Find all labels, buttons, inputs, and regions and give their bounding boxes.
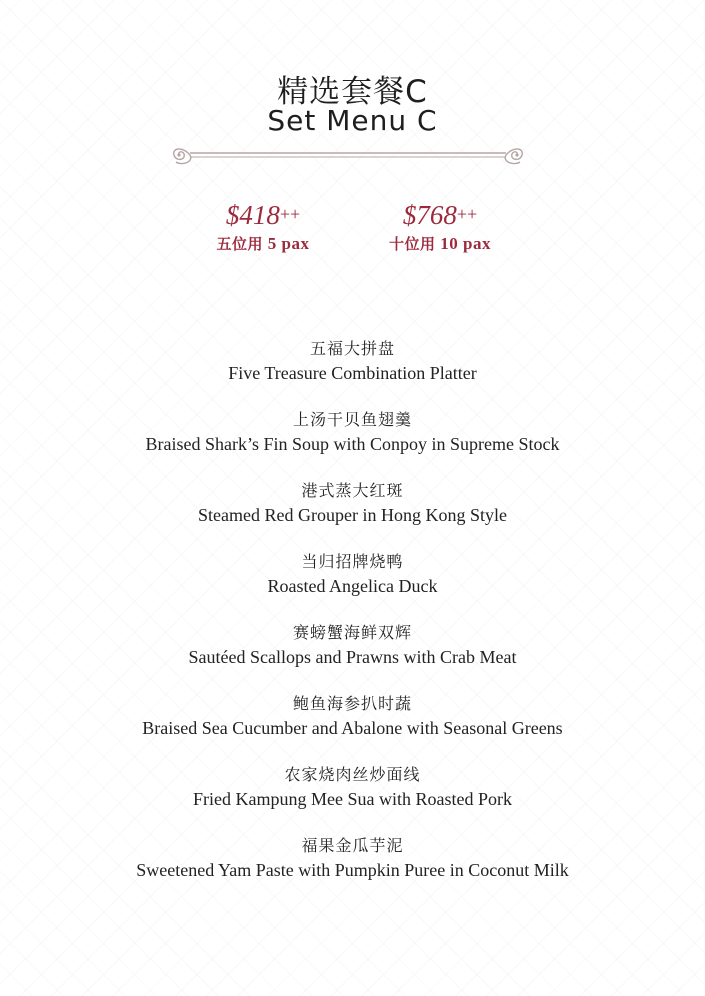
price-suffix: ++ <box>279 204 301 224</box>
price-10-pax <box>360 198 520 231</box>
price-suffix: ++ <box>456 204 478 224</box>
pax-label-10 <box>360 231 520 257</box>
dish-item <box>0 408 705 479</box>
price-option-5-pax <box>188 198 338 257</box>
dish-item <box>0 550 705 621</box>
dish-name-english: Sautéed Scallops and Prawns with Crab Meat <box>188 647 517 667</box>
pax-label-chinese: 五位用 <box>216 235 264 253</box>
pax-label-chinese: 十位用 <box>389 235 436 253</box>
dish-item <box>0 692 705 763</box>
dish-item <box>0 479 705 550</box>
dish-name-english: Five Treasure Combination Platter <box>228 363 477 383</box>
dish-name-english: Braised Shark’s Fin Soup with Conpoy in Supreme Stock <box>145 434 560 454</box>
dish-name-chinese: 上汤干贝鱼翅羹 <box>292 410 412 429</box>
dish-name-chinese: 福果金瓜芋泥 <box>301 836 404 855</box>
ornamental-divider <box>168 142 528 168</box>
pax-label-5 <box>188 231 338 257</box>
dish-name-chinese: 五福大拼盘 <box>309 339 395 358</box>
dish-name-english: Sweetened Yam Paste with Pumpkin Puree in Coconut Milk <box>136 860 569 880</box>
price-option-10-pax <box>360 198 520 257</box>
menu-title-english: Set Menu C <box>267 104 438 137</box>
dish-name-chinese: 鲍鱼海参扒时蔬 <box>292 694 412 713</box>
dish-name-chinese: 港式蒸大红斑 <box>301 481 404 500</box>
dish-name-chinese: 农家烧肉丝炒面线 <box>284 765 421 784</box>
dish-name-chinese: 赛螃蟹海鲜双辉 <box>292 623 412 642</box>
dish-item <box>0 621 705 692</box>
dish-name-english: Steamed Red Grouper in Hong Kong Style <box>198 505 507 525</box>
dish-item <box>0 834 705 905</box>
dish-name-english: Roasted Angelica Duck <box>267 576 438 596</box>
dish-name-english: Braised Sea Cucumber and Abalone with Seasonal Greens <box>142 718 563 738</box>
menu-title-chinese: 精选套餐C <box>277 74 428 110</box>
price-amount: $768 <box>402 200 457 230</box>
dish-item <box>0 337 705 408</box>
dish-item <box>0 763 705 834</box>
pax-label-english: 10 pax <box>440 234 491 253</box>
price-5-pax <box>188 198 338 231</box>
price-amount: $418 <box>225 200 280 230</box>
pax-label-english: 5 pax <box>267 234 310 253</box>
dish-list <box>0 337 705 905</box>
dish-name-english: Fried Kampung Mee Sua with Roasted Pork <box>193 789 512 809</box>
dish-name-chinese: 当归招牌烧鸭 <box>301 552 404 571</box>
